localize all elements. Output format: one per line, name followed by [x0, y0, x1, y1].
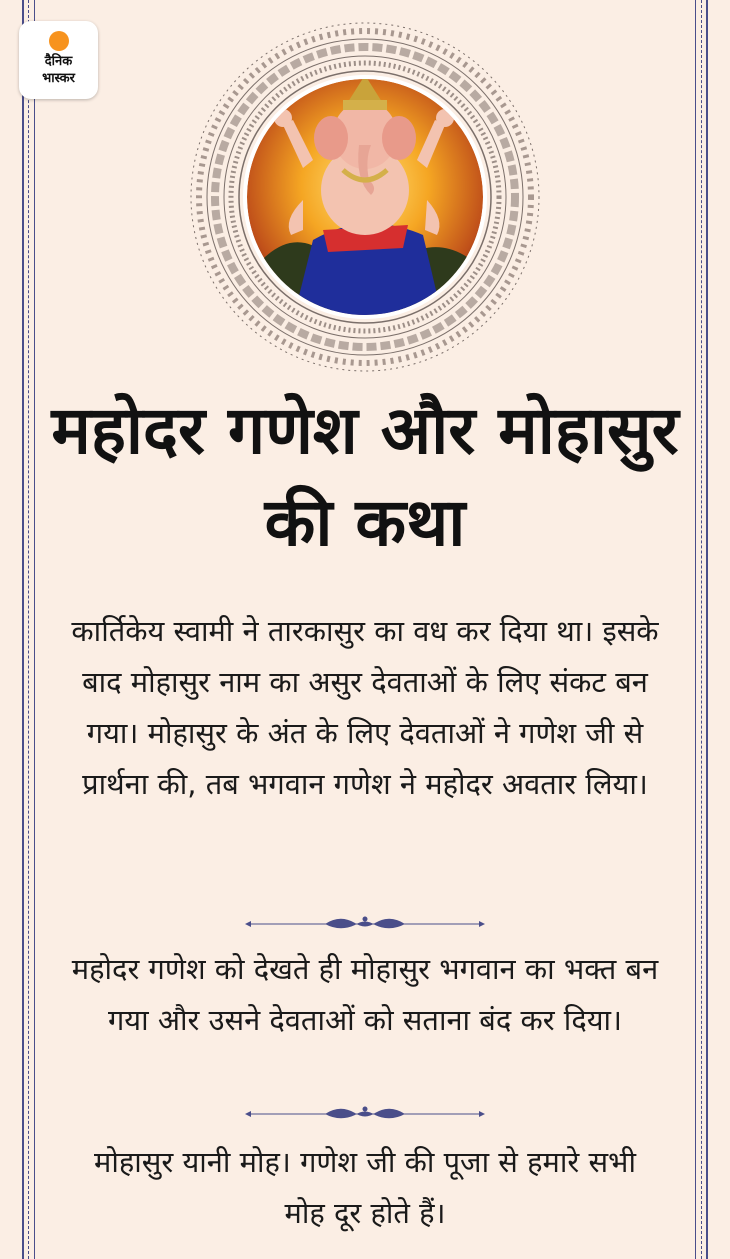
logo-line-1: दैनिक [44, 54, 73, 69]
story-title: महोदर गणेश और मोहासुर की कथा [51, 392, 679, 561]
logo-line-2: भास्कर [42, 71, 75, 86]
right-border-inner [695, 0, 696, 1259]
ornamental-divider-1 [245, 914, 485, 934]
sun-dot-icon [49, 31, 69, 51]
left-border-line [22, 0, 24, 1259]
story-paragraph-1: कार्तिकेय स्वामी ने तारकासुर का वध कर दिया था। इसके बाद मोहासुर नाम का असुर देवताओं के लिए संकट बन गया। मोहासुर के अंत के लिए देवताओं ने गणेश जी से प्रार्थना की, तब भगवान गणेश ने महोदर अवतार लिया। [71, 614, 659, 801]
right-border-dashed [701, 0, 702, 1259]
dainik-bhaskar-logo[interactable] [19, 21, 98, 99]
story-paragraph-2: महोदर गणेश को देखते ही मोहासुर भगवान का भक्त बन गया और उसने देवताओं को सताना बंद कर दिया। [71, 952, 659, 1037]
ganesha-mandala-image [183, 20, 547, 374]
ornamental-divider-2 [245, 1104, 485, 1124]
left-border-dashed [28, 0, 29, 1259]
left-border-inner [34, 0, 35, 1259]
story-paragraph-3: मोहासुर यानी मोह। गणेश जी की पूजा से हमारे सभी मोह दूर होते हैं। [94, 1145, 636, 1230]
right-border-line [706, 0, 708, 1259]
